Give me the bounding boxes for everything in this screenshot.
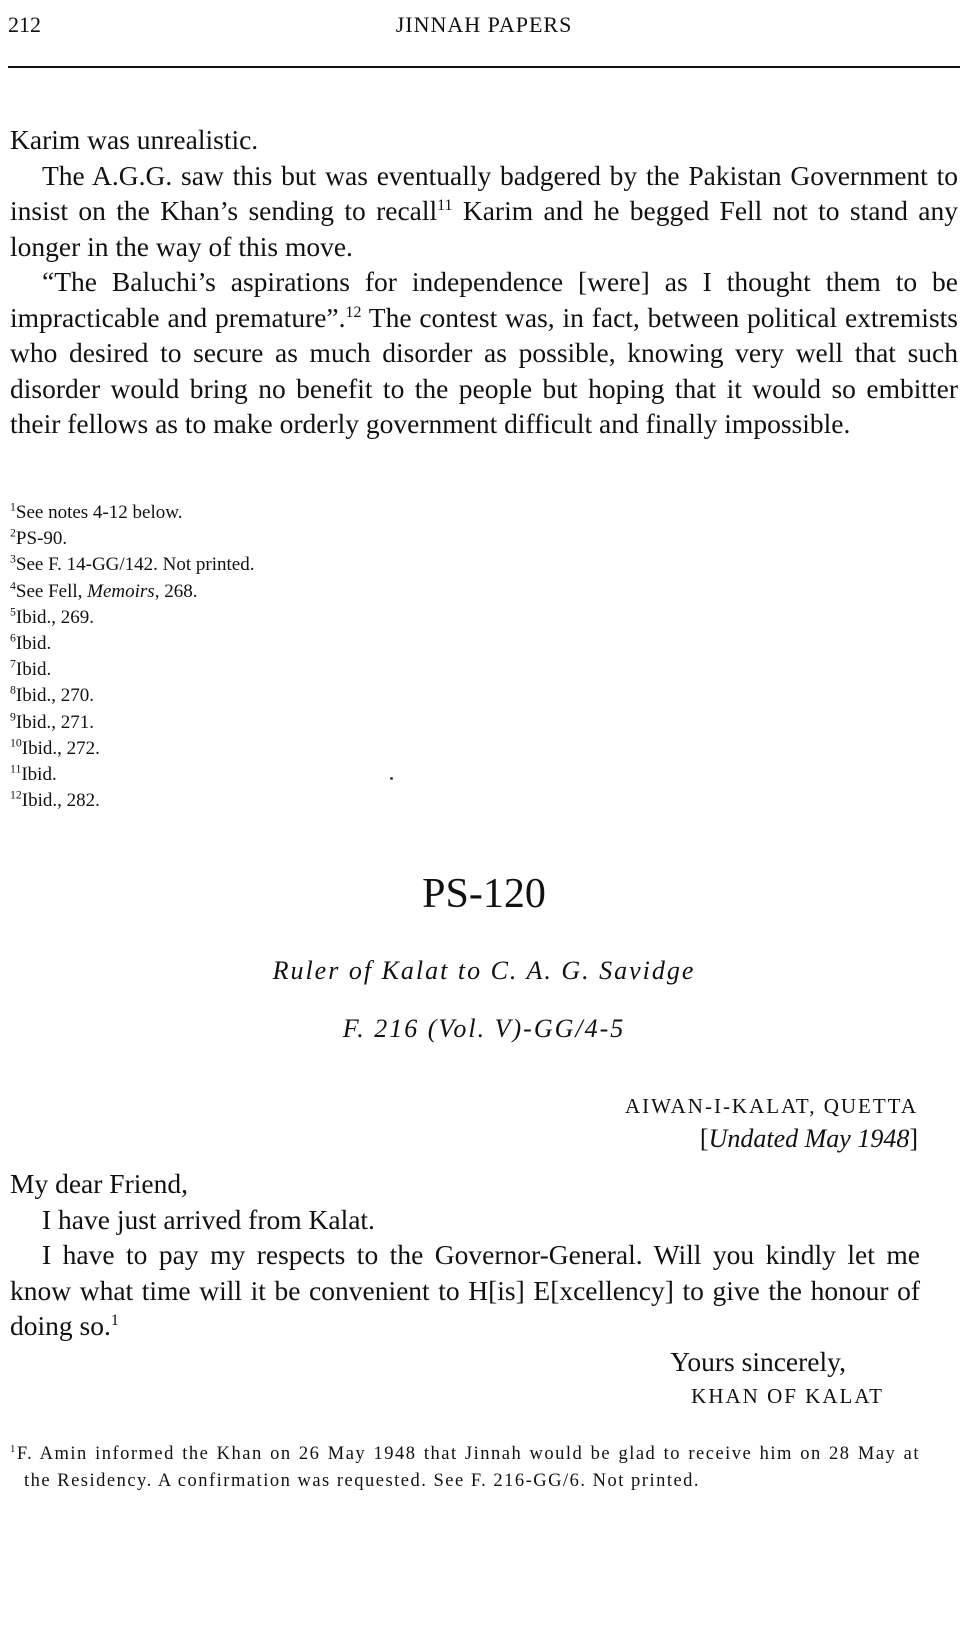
scan-speck xyxy=(390,777,393,780)
note-item: $^3$See F. 14-GG/142. Not printed. xyxy=(10,553,255,576)
paragraph-2: The A.G.G. saw this but was eventually badgered by the Pakistan Government to insist on the Khan’s sending to recall$^{11}$ Karim and he begged Fell not to stand any longer in the way of this move. xyxy=(10,159,958,262)
note-item: $^{12}$Ibid., 282. xyxy=(10,788,100,812)
running-title: JINNAH PAPERS xyxy=(395,12,573,37)
footnote-ref: 12 xyxy=(345,303,362,321)
salutation: My dear Friend, xyxy=(10,1168,188,1199)
letter-address: AIWAN-I-KALAT, QUETTA xyxy=(624,1094,918,1118)
note-item: $^8$Ibid., 270. xyxy=(10,684,94,707)
document-number: PS-120 xyxy=(422,871,546,917)
note-item: $^4$See Fell, Memoirs, 268. xyxy=(10,579,198,602)
body-text xyxy=(10,122,958,442)
notes-list xyxy=(10,500,570,814)
note-item: $^2$PS-90. xyxy=(10,526,68,550)
note-item: $^{10}$Ibid., 272. xyxy=(10,736,100,759)
letter-body xyxy=(10,1166,920,1344)
letter-date: [Undated May 1948] xyxy=(699,1124,918,1153)
page-number: 212 xyxy=(8,12,41,37)
note-item: $^1$See notes 4-12 below. xyxy=(10,500,183,523)
note-item: $^7$Ibid. xyxy=(10,657,52,681)
footnote: $^1$F. Amin informed the Khan on 26 May 1948 that Jinnah would be glad to receive him on 28 May at the Residency. A confirmation was requested. See F. 216-GG/6. Not printed. xyxy=(10,1442,920,1491)
page-header xyxy=(8,12,960,44)
document-subtitle: Ruler of Kalat to C. A. G. Savidge xyxy=(272,956,696,985)
note-item: $^9$Ibid., 271. xyxy=(10,710,94,733)
note-item: $^{11}$Ibid. xyxy=(10,762,57,786)
letter-paragraph-1: I have just arrived from Kalat. xyxy=(42,1203,375,1235)
paragraph-3: “The Baluchi’s aspirations for independence [were] as I thought them to be impracticable and premature”.$^{12}$ The contest was, in fact, between political extremists who desired to secure as much disorder as possible, knowing very well that such disorder would bring no benefit to the people but hoping that it would so embitter their fellows as to make orderly government difficult and finally impossible. xyxy=(10,266,958,439)
note-item: $^6$Ibid. xyxy=(10,631,52,655)
footnote-ref: 1 xyxy=(110,1311,119,1329)
header-rule xyxy=(8,66,960,68)
paragraph-1: Karim was unrealistic. xyxy=(10,124,259,155)
signature: KHAN OF KALAT xyxy=(691,1384,884,1408)
closing: Yours sincerely, xyxy=(670,1346,846,1377)
letter-paragraph-2: I have to pay my respects to the Governor-General. Will you kindly let me know what time will it be convenient to H[is] E[xcellency] to give the honour of doing so.$^1$ xyxy=(10,1239,920,1341)
note-item: $^5$Ibid., 269. xyxy=(10,605,94,628)
file-reference: F. 216 (Vol. V)-GG/4-5 xyxy=(342,1014,626,1043)
footnote-ref: 11 xyxy=(437,196,453,214)
